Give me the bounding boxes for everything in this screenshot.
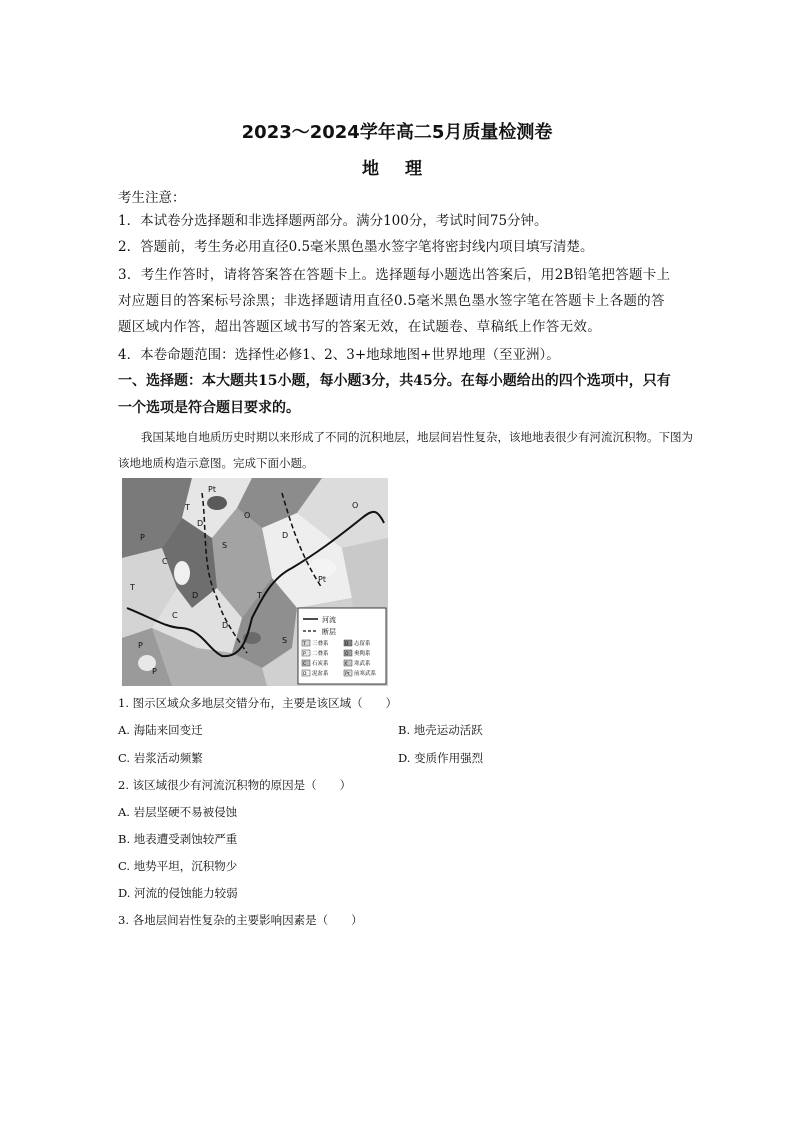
legend-system-code: D xyxy=(303,672,307,677)
option: B. 地壳运动活跃 xyxy=(398,723,483,737)
question-stem: 3. 各地层间岩性复杂的主要影响因素是（ ） xyxy=(118,913,363,927)
exam-title: 2023～2024学年高二5月质量检测卷 xyxy=(241,122,553,143)
option: C. 地势平坦，沉积物少 xyxy=(118,859,238,873)
map-label: T xyxy=(130,583,135,592)
map-label: C xyxy=(162,557,168,566)
legend-system-name: 泥盆系 xyxy=(312,671,329,677)
map-patch xyxy=(174,561,190,585)
option: C. 岩浆活动频繁 xyxy=(118,751,203,765)
legend-system-code: Pt xyxy=(345,672,350,677)
notice-item: 2．答题前，考生务必用直径0.5毫米黑色墨水签字笔将密封线内项目填写清楚。 xyxy=(118,239,594,255)
geologic-map xyxy=(122,478,388,686)
legend-system-code: O xyxy=(345,652,349,657)
notice-heading: 考生注意： xyxy=(118,190,186,206)
map-label: O xyxy=(244,511,251,520)
map-legend xyxy=(298,608,386,684)
map-label: D xyxy=(192,591,199,600)
map-label: T xyxy=(185,503,190,512)
map-label: T xyxy=(257,591,262,600)
legend-system-name: 前寒武系 xyxy=(354,671,377,677)
question-stem: 2. 该区域很少有河流沉积物的原因是（ ） xyxy=(118,778,352,792)
map-label: O xyxy=(352,501,359,510)
legend-system-name: 三叠系 xyxy=(312,641,329,647)
option: D. 河流的侵蚀能力较弱 xyxy=(118,886,238,900)
legend-system-name: 石炭系 xyxy=(312,661,329,667)
map-label: P xyxy=(140,533,145,542)
map-label: Pt xyxy=(208,485,216,494)
notice-item: 1．本试卷分选择题和非选择题两部分。满分100分，考试时间75分钟。 xyxy=(118,213,548,229)
subject-title: 地 理 xyxy=(362,159,432,179)
map-label: C xyxy=(172,611,178,620)
map-label: D xyxy=(197,519,204,528)
legend-fault-label: 断层 xyxy=(322,628,336,636)
legend-system-code: D xyxy=(345,642,349,647)
notice-item: 4．本卷命题范围：选择性必修1、2、3+地球地图+世界地理（至亚洲）。 xyxy=(118,347,560,363)
section-heading: 一、选择题：本大题共15小题，每小题3分，共45分。在每小题给出的四个选项中，只有一个选项是符合题目要求的。 xyxy=(118,373,671,416)
option: B. 地表遭受剥蚀较严重 xyxy=(118,832,238,846)
map-label: D xyxy=(282,531,289,540)
legend-system-name: 志留系 xyxy=(354,641,371,647)
map-label: D xyxy=(222,621,229,630)
legend-system-code: C xyxy=(303,662,307,667)
legend-river-label: 河流 xyxy=(322,616,336,624)
map-label: P xyxy=(152,667,157,676)
option: A. 海陆来回变迁 xyxy=(118,723,203,737)
legend-system-name: 寒武系 xyxy=(354,661,371,667)
question-stem: 1. 图示区域众多地层交错分布，主要是该区域（ ） xyxy=(118,696,398,710)
legend-system-name: 二叠系 xyxy=(312,651,329,657)
map-label: S xyxy=(222,541,228,550)
map-label: Pt xyxy=(318,575,326,584)
legend-system-code: T xyxy=(303,642,306,647)
map-label: P xyxy=(138,641,143,650)
option: D. 变质作用强烈 xyxy=(398,751,484,765)
passage-text: 我国某地自地质历史时期以来形成了不同的沉积地层，地层间岩性复杂，该地地表很少有河流沉积物。下图为该地地质构造示意图。完成下面小题。 xyxy=(118,430,693,470)
legend-system-name: 奥陶系 xyxy=(354,651,371,657)
legend-system-code: € xyxy=(345,662,348,667)
map-label: S xyxy=(282,636,288,645)
map-patch xyxy=(207,496,227,510)
notice-item: 3．考生作答时，请将答案答在答题卡上。选择题每小题选出答案后，用2B铅笔把答题卡上对应题目的答案标号涂黑；非选择题请用直径0.5毫米黑色墨水签字笔在答题卡上各题的答题区域内作答，超出答题区域书写的答案无效，在试题卷、草稿纸上作答无效。 xyxy=(118,267,671,335)
legend-system-code: P xyxy=(303,652,306,657)
option: A. 岩层坚硬不易被侵蚀 xyxy=(118,805,238,819)
